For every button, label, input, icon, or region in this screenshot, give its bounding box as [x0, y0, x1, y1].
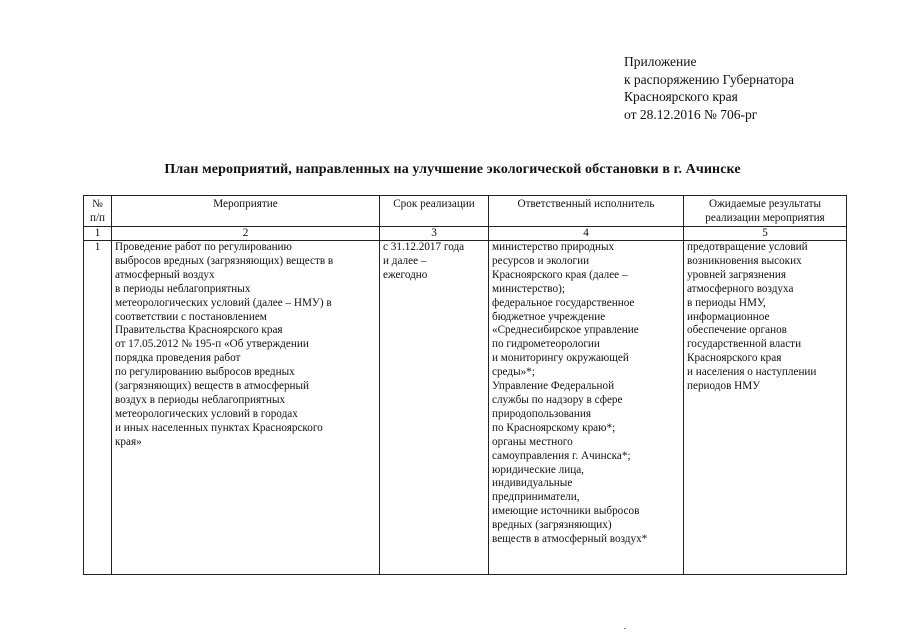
plan-table	[83, 195, 847, 575]
header-row	[84, 196, 847, 227]
row-event: Проведение работ по регулированию выбросов вредных (загрязняющих) веществ в атмосферный воздух в периоды неблагоприятных метеорологических условий (далее – НМУ) в соответствии с постановлением Правительства Красноярского края от 17.05.2012 № 195-п «Об утверждении порядка проведения работ по регулированию выбросов вредных (загрязняющих) веществ в атмосферный воздух в периоды неблагоприятных метеорологических условий в городах и иных населенных пунктах Красноярского края»	[112, 241, 380, 575]
row-term: с 31.12.2017 года и далее – ежегодно	[380, 241, 489, 575]
appendix-block	[624, 53, 794, 123]
column-number: 1	[84, 227, 112, 241]
appendix-line-1: Приложение	[624, 54, 697, 69]
appendix-line-4: от 28.12.2016 № 706-рг	[624, 106, 758, 122]
row-number: 1	[84, 241, 112, 575]
header-executor: Ответственный исполнитель	[489, 196, 684, 227]
column-number: 2	[112, 227, 380, 241]
document-title: План мероприятий, направленных на улучшение экологической обстановки в г. Ачинске	[164, 162, 741, 177]
appendix-line-3: Красноярского края	[624, 89, 738, 104]
scan-speck	[624, 628, 626, 629]
table-row	[84, 241, 847, 575]
column-number: 3	[380, 227, 489, 241]
header-results: Ожидаемые результаты реализации мероприятия	[684, 196, 847, 227]
row-results: предотвращение условий возникновения высоких уровней загрязнения атмосферного воздуха в периоды НМУ, информационное обеспечение органов государственной власти Красноярского края и населения о наступлении периодов НМУ	[684, 241, 847, 575]
column-number-row	[84, 227, 847, 241]
header-num: № п/п	[84, 196, 112, 227]
column-number: 5	[684, 227, 847, 241]
header-event: Мероприятие	[112, 196, 380, 227]
row-executor: министерство природных ресурсов и экологии Красноярского края (далее – министерство); федеральное государственное бюджетное учреждение «Среднесибирское управление по гидрометеорологии и мониторингу окружающей среды»*; Управление Федеральной службы по надзору в сфере природопользования по Красноярскому краю*; органы местного самоуправления г. Ачинска*; юридические лица, индивидуальные предприниматели, имеющие источники выбросов вредных (загрязняющих) веществ в атмосферный воздух*	[489, 241, 684, 575]
header-term: Срок реализации	[380, 196, 489, 227]
column-number: 4	[489, 227, 684, 241]
appendix-line-2: к распоряжению Губернатора	[624, 71, 795, 87]
